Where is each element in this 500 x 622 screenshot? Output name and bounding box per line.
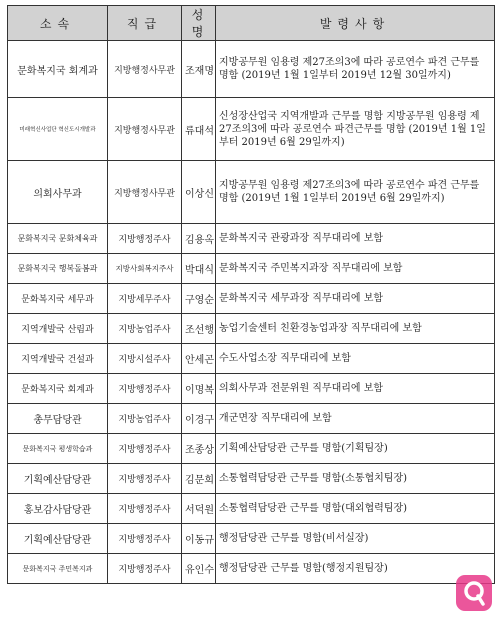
dept-cell: 기획예산담당관 [8,524,108,554]
dept-cell: 문화복지국 문화체육과 [8,224,108,254]
name-cell: 서덕원 [182,494,216,524]
name-cell: 이경구 [182,404,216,434]
dept-cell: 문화복지국 세무과 [8,284,108,314]
rank-cell: 지방농업주사 [108,404,182,434]
header-rank: 직급 [108,6,182,41]
dept-cell: 지역개발국 건설과 [8,344,108,374]
dept-cell: 문화복지국 행복돌봄과 [8,254,108,284]
order-cell: 신성장산업국 지역개발과 근무를 명함 지방공무원 임용령 제27조의3에 따라 공로연수 파견근무를 명함 (2019년 1월 1일부터 2019년 6월 29일까지) [216,98,495,161]
name-cell: 박대식 [182,254,216,284]
table-row [8,434,495,464]
dept-cell: 총무담당관 [8,404,108,434]
rank-cell: 지방행정사무관 [108,161,182,224]
dept-cell: 미래혁신사업단 혁신도시개발과 [8,98,108,161]
dept-cell: 문화복지국 회계과 [8,374,108,404]
order-cell: 소통협력담당관 근무를 명함(소통협치팀장) [216,464,495,494]
rank-cell: 지방시설주사 [108,344,182,374]
table-row [8,464,495,494]
rank-cell: 지방행정주사 [108,554,182,584]
table-row [8,254,495,284]
dept-cell: 의회사무과 [8,161,108,224]
header-dept: 소속 [8,6,108,41]
name-cell: 김용옥 [182,224,216,254]
table-row [8,41,495,98]
rank-cell: 지방행정주사 [108,524,182,554]
table-row [8,161,495,224]
rank-cell: 지방행정주사 [108,464,182,494]
name-cell: 이명복 [182,374,216,404]
dept-cell: 지역개발국 산림과 [8,314,108,344]
table-row [8,344,495,374]
order-cell: 기획예산담당관 근무를 명함(기획팀장) [216,434,495,464]
rank-cell: 지방행정주사 [108,434,182,464]
dept-cell: 문화복지국 회계과 [8,41,108,98]
name-cell: 유인수 [182,554,216,584]
name-cell: 이상신 [182,161,216,224]
name-cell: 안세곤 [182,344,216,374]
dept-cell: 문화복지국 주민복지과 [8,554,108,584]
appointment-table [7,5,495,584]
table-row [8,314,495,344]
rank-cell: 지방행정사무관 [108,98,182,161]
table-row [8,374,495,404]
order-cell: 행정담당관 근무를 명함(비서실장) [216,524,495,554]
name-cell: 김문희 [182,464,216,494]
header-order: 발령사항 [216,6,495,41]
name-cell: 이동규 [182,524,216,554]
order-cell: 문화복지국 세무과장 직무대리에 보함 [216,284,495,314]
table-row [8,524,495,554]
rank-cell: 지방사회복지주사 [108,254,182,284]
header-name: 성명 [182,6,216,41]
rank-cell: 지방농업주사 [108,314,182,344]
rank-cell: 지방행정주사 [108,494,182,524]
table-header-row [8,6,495,41]
order-cell: 개군면장 직무대리에 보함 [216,404,495,434]
order-cell: 행정담당관 근무를 명함(행정지원팀장) [216,554,495,584]
dept-cell: 홍보감사담당관 [8,494,108,524]
table-row [8,98,495,161]
order-cell: 수도사업소장 직무대리에 보함 [216,344,495,374]
table-row [8,494,495,524]
table-row [8,404,495,434]
rank-cell: 지방행정사무관 [108,41,182,98]
name-cell: 조재명 [182,41,216,98]
order-cell: 지방공무원 임용령 제27조의3에 따라 공로연수 파견 근무를 명함 (2019년 1월 1일부터 2019년 12월 30일까지) [216,41,495,98]
dept-cell: 기획예산담당관 [8,464,108,494]
table-row [8,224,495,254]
order-cell: 농업기술센터 친환경농업과장 직무대리에 보함 [216,314,495,344]
rank-cell: 지방행정주사 [108,224,182,254]
order-cell: 지방공무원 임용령 제27조의3에 따라 공로연수 파견 근무를 명함 (2019년 1월 1일부터 2019년 6월 29일까지) [216,161,495,224]
order-cell: 의회사무과 전문위원 직무대리에 보함 [216,374,495,404]
rank-cell: 지방행정주사 [108,374,182,404]
table-row [8,284,495,314]
name-cell: 조종상 [182,434,216,464]
order-cell: 문화복지국 관광과장 직무대리에 보함 [216,224,495,254]
name-cell: 구영순 [182,284,216,314]
name-cell: 류대석 [182,98,216,161]
order-cell: 소통협력담당관 근무를 명함(대외협력팀장) [216,494,495,524]
name-cell: 조선행 [182,314,216,344]
order-cell: 문화복지국 주민복지과장 직무대리에 보함 [216,254,495,284]
rank-cell: 지방세무주사 [108,284,182,314]
table-row [8,554,495,584]
dept-cell: 문화복지국 평생학습과 [8,434,108,464]
pink-q-logo-icon [454,573,494,613]
